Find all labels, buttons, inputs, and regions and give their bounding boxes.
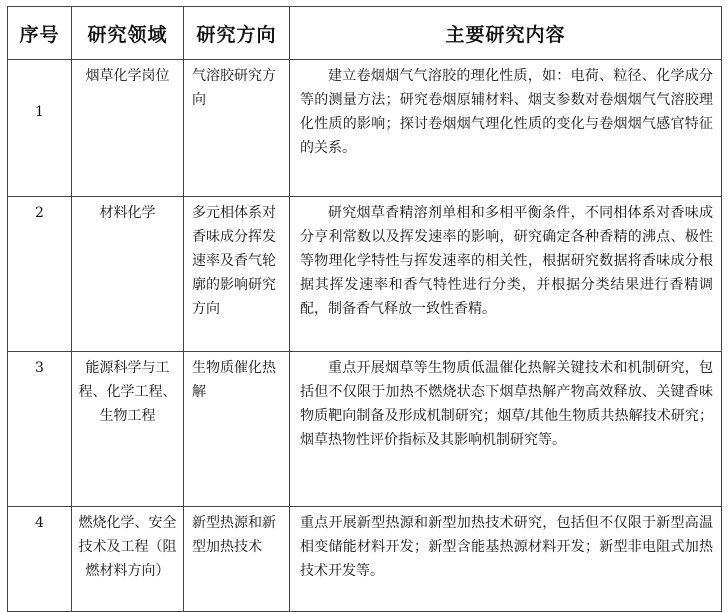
research-table	[7, 6, 722, 612]
header-content: 主要研究内容	[290, 7, 722, 60]
table-header-row	[8, 7, 722, 60]
row-direction: 多元相体系对香味成分挥发速率及香气轮廓的影响研究方向	[184, 197, 290, 352]
row-field: 能源科学与工程、化学工程、生物工程	[72, 352, 184, 507]
row-num: 1	[8, 60, 72, 197]
row-content-text: 建立卷烟烟气气溶胶的理化性质，如：电荷、粒径、化学成分等的测量方法；研究卷烟原辅材料、烟支参数对卷烟烟气气溶胶理化性质的影响；探讨卷烟烟气理化性质的变化与卷烟烟气感官特征的关系。	[300, 68, 713, 156]
row-num: 2	[8, 197, 72, 352]
row-direction: 气溶胶研究方向	[184, 60, 290, 197]
row-field: 烟草化学岗位	[72, 60, 184, 197]
row-content-text: 研究烟草香精溶剂单相和多相平衡条件，不同相体系对香味成分亨利常数以及挥发速率的影响，研究确定各种香精的沸点、极性等物理化学特性与挥发速率的相关性，根据研究数据将香味成分根据其挥发速率和香气特性进行分类，并根据分类结果进行香精调配，制备香气释放一致性香精。	[300, 205, 713, 317]
row-content-text: 重点开展新型热源和新型加热技术研究，包括但不仅限于新型高温相变储能材料开发；新型含能基热源材料开发；新型非电阻式加热技术开发等。	[300, 515, 713, 579]
row-content-text: 重点开展烟草等生物质低温催化热解关键技术和机制研究，包括但不仅限于加热不燃烧状态下烟草热解产物高效释放、关键香味物质靶向制备及形成机制研究；烟草/其他生物质共热解技术研究；烟草热物性评价指标及其影响机制研究等。	[300, 360, 713, 448]
row-direction: 生物质催化热解	[184, 352, 290, 507]
row-content	[290, 507, 722, 612]
row-direction: 新型热源和新型加热技术	[184, 507, 290, 612]
table-row	[8, 60, 722, 197]
row-num: 3	[8, 352, 72, 507]
row-content	[290, 352, 722, 507]
header-num: 序号	[8, 7, 72, 60]
row-field: 燃烧化学、安全技术及工程（阻燃材料方向）	[72, 507, 184, 612]
table-row	[8, 197, 722, 352]
table-row	[8, 352, 722, 507]
header-field: 研究领域	[72, 7, 184, 60]
row-num: 4	[8, 507, 72, 612]
row-content	[290, 197, 722, 352]
row-field: 材料化学	[72, 197, 184, 352]
table-row	[8, 507, 722, 612]
row-content	[290, 60, 722, 197]
header-direction: 研究方向	[184, 7, 290, 60]
